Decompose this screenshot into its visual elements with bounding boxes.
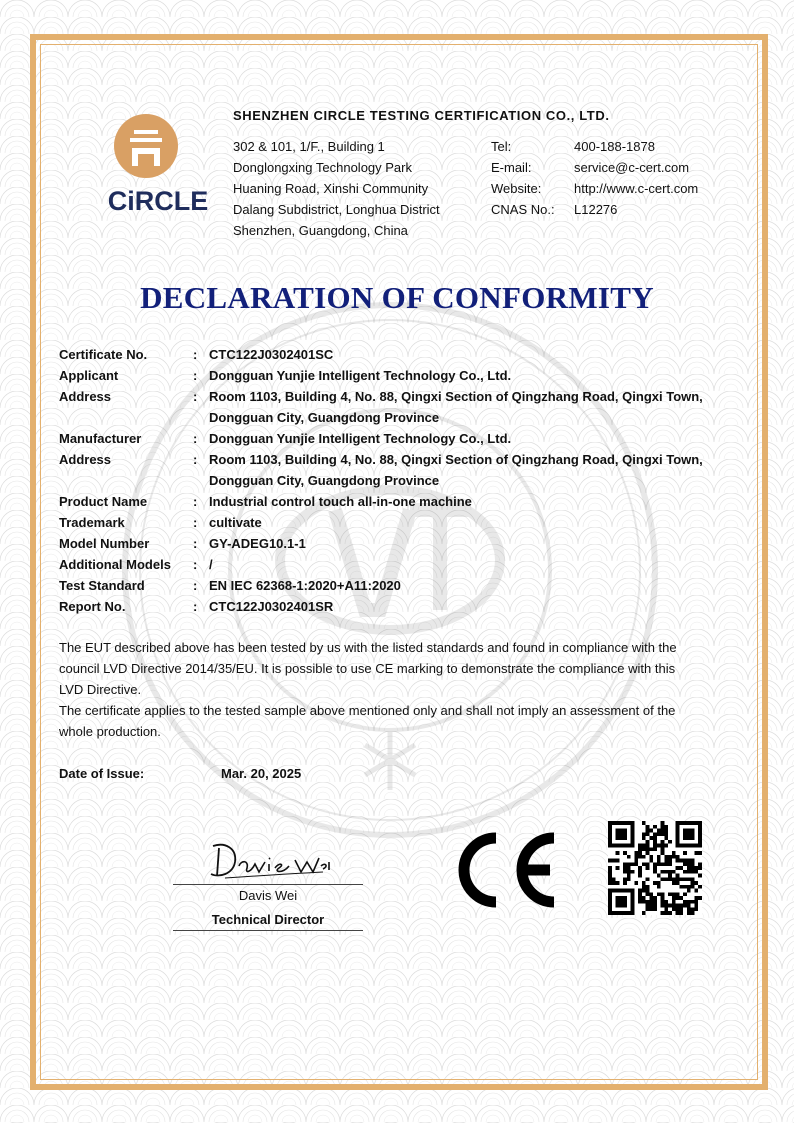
company-address bbox=[233, 136, 440, 241]
field-row-additional-models bbox=[59, 554, 759, 575]
field-label: Address bbox=[59, 389, 112, 404]
field-colon: : bbox=[193, 599, 198, 614]
qr-code bbox=[608, 821, 702, 915]
statement-line: The EUT described above has been tested by us with the listed standards and found in compliance with the bbox=[59, 640, 677, 655]
compliance-statement bbox=[59, 637, 729, 742]
field-value: CTC122J0302401SR bbox=[209, 599, 334, 614]
cnas-value: L12276 bbox=[574, 202, 618, 217]
field-row-manufacturer-address bbox=[59, 449, 759, 491]
cnas-label: CNAS No.: bbox=[491, 202, 555, 217]
field-colon: : bbox=[193, 431, 198, 446]
field-colon: : bbox=[193, 515, 198, 530]
document-title: DECLARATION OF CONFORMITY bbox=[140, 280, 654, 315]
address-line: 302 & 101, 1/F., Building 1 bbox=[233, 139, 385, 154]
address-line: Donglongxing Technology Park bbox=[233, 160, 412, 175]
logo-text: CiRCLE bbox=[107, 186, 209, 214]
statement-line: whole production. bbox=[59, 724, 161, 739]
field-row-manufacturer bbox=[59, 428, 759, 449]
field-value bbox=[209, 386, 759, 428]
field-row-product-name bbox=[59, 491, 759, 512]
address-line: Huaning Road, Xinshi Community bbox=[233, 181, 429, 196]
website-label: Website: bbox=[491, 181, 542, 196]
company-name: SHENZHEN CIRCLE TESTING CERTIFICATION CO., LTD. bbox=[233, 108, 610, 123]
handwritten-signature bbox=[205, 838, 335, 884]
field-value: GY-ADEG10.1-1 bbox=[209, 536, 306, 551]
tel-value: 400-188-1878 bbox=[574, 139, 655, 154]
field-label: Additional Models bbox=[59, 557, 171, 572]
field-label: Manufacturer bbox=[59, 431, 142, 446]
email-value: service@c-cert.com bbox=[574, 160, 690, 175]
field-row-model-number bbox=[59, 533, 759, 554]
field-row-trademark bbox=[59, 512, 759, 533]
field-colon: : bbox=[193, 389, 198, 404]
field-label: Address bbox=[59, 452, 112, 467]
field-value: CTC122J0302401SC bbox=[209, 347, 334, 362]
field-row-applicant bbox=[59, 365, 759, 386]
signature-title-line bbox=[173, 930, 363, 931]
field-value-line: Dongguan City, Guangdong Province bbox=[209, 410, 440, 425]
field-value-line: Dongguan City, Guangdong Province bbox=[209, 473, 440, 488]
field-colon: : bbox=[193, 557, 198, 572]
company-logo bbox=[98, 104, 218, 214]
website-value: http://www.c-cert.com bbox=[574, 181, 699, 196]
field-colon: : bbox=[193, 452, 198, 467]
field-colon: : bbox=[193, 578, 198, 593]
field-value-line: Room 1103, Building 4, No. 88, Qingxi Section of Qingzhang Road, Qingxi Town, bbox=[209, 452, 703, 467]
field-colon: : bbox=[193, 494, 198, 509]
field-label: Test Standard bbox=[59, 578, 145, 593]
certificate-fields bbox=[59, 344, 759, 617]
field-row-test-standard bbox=[59, 575, 759, 596]
field-value bbox=[209, 449, 759, 491]
field-colon: : bbox=[193, 368, 198, 383]
field-value-line: Room 1103, Building 4, No. 88, Qingxi Section of Qingzhang Road, Qingxi Town, bbox=[209, 389, 703, 404]
signatory-title: Technical Director bbox=[211, 912, 325, 927]
field-value: / bbox=[209, 557, 213, 572]
statement-line: council LVD Directive 2014/35/EU. It is possible to use CE marking to demonstrate the compliance with this bbox=[59, 661, 676, 676]
tel-label: Tel: bbox=[491, 139, 512, 154]
contact-values bbox=[574, 136, 698, 220]
signature-line bbox=[173, 884, 363, 885]
field-row-certificate-no bbox=[59, 344, 759, 365]
field-label: Model Number bbox=[59, 536, 150, 551]
field-value: cultivate bbox=[209, 515, 262, 530]
statement-line: LVD Directive. bbox=[59, 682, 142, 697]
field-label: Trademark bbox=[59, 515, 125, 530]
field-row-report-no bbox=[59, 596, 759, 617]
field-label: Product Name bbox=[59, 494, 148, 509]
field-colon: : bbox=[193, 536, 198, 551]
field-label: Applicant bbox=[59, 368, 119, 383]
date-of-issue-label: Date of Issue: bbox=[59, 766, 145, 781]
date-of-issue-value: Mar. 20, 2025 bbox=[221, 766, 302, 781]
statement-line: The certificate applies to the tested sample above mentioned only and shall not imply an assessment of the bbox=[59, 703, 676, 718]
signatory-name: Davis Wei bbox=[238, 888, 298, 903]
contact-labels bbox=[491, 136, 555, 220]
address-line: Dalang Subdistrict, Longhua District bbox=[233, 202, 440, 217]
field-value: EN IEC 62368-1:2020+A11:2020 bbox=[209, 578, 401, 593]
field-row-applicant-address bbox=[59, 386, 759, 428]
field-value: Industrial control touch all-in-one machine bbox=[209, 494, 472, 509]
field-label: Certificate No. bbox=[59, 347, 148, 362]
ce-mark bbox=[452, 830, 560, 910]
address-line: Shenzhen, Guangdong, China bbox=[233, 223, 408, 238]
email-label: E-mail: bbox=[491, 160, 532, 175]
field-colon: : bbox=[193, 347, 198, 362]
field-value: Dongguan Yunjie Intelligent Technology Co., Ltd. bbox=[209, 431, 512, 446]
field-value: Dongguan Yunjie Intelligent Technology Co., Ltd. bbox=[209, 368, 512, 383]
field-label: Report No. bbox=[59, 599, 126, 614]
